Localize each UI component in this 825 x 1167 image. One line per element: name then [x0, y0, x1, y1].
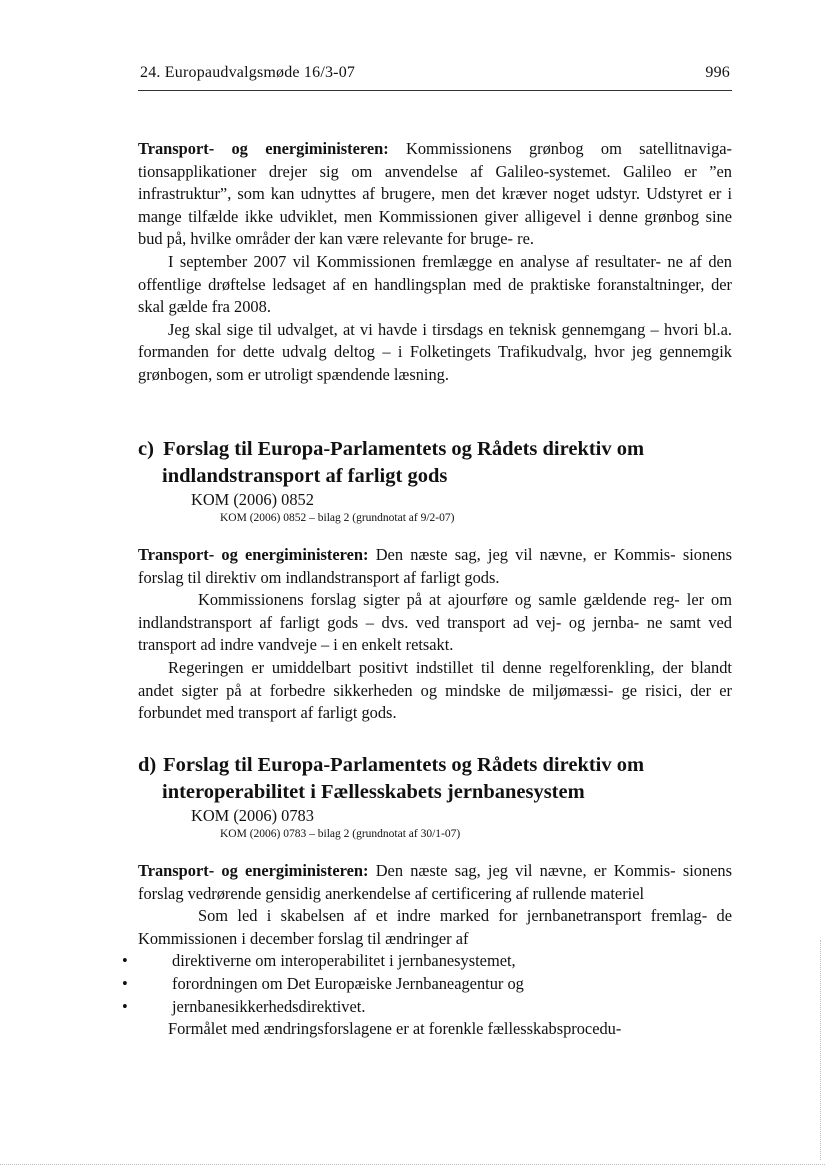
paragraph-text: Den næste sag, jeg vil nævne, er Kommis- sionens forslag vedrørende gensidig anerkendelse af certificering af rullende materiel: [138, 861, 732, 903]
section-letter: c): [138, 438, 154, 460]
document-reference: KOM (2006) 0852: [191, 490, 314, 509]
document-reference-detail: KOM (2006) 0852 – bilag 2 (grundnotat af 9/2-07): [220, 512, 455, 524]
paragraph-text: Den næste sag, jeg vil nævne, er Kommis- sionens forslag til direktiv om indlandstransport af farligt gods.: [138, 545, 732, 587]
intro-block: [138, 138, 732, 387]
list-item-text: direktiverne om interoperabilitet i jernbanesystemet,: [172, 951, 516, 971]
section-title-line: indlandstransport af farligt gods: [162, 465, 448, 487]
section-d-body: [122, 860, 732, 1041]
bullet-list: [122, 950, 732, 1018]
section-letter: d): [138, 754, 157, 776]
section-title: [138, 752, 732, 806]
section-title-line: Forslag til Europa-Parlamentets og Rådets direktiv om: [163, 754, 645, 776]
bullet-icon: •: [122, 996, 128, 1016]
document-reference: KOM (2006) 0783: [191, 806, 314, 825]
paragraph: Jeg skal sige til udvalget, at vi havde i tirsdags en teknisk gennemgang – hvori bl.a. formanden for dette udvalg deltog – i Folketingets Trafikudvalg, hvor jeg gennemgik grønbogen, som er utroligt spændende læsning.: [138, 319, 732, 384]
scan-edge-bottom: [0, 1163, 825, 1165]
paragraph-text: Kommissionens grønbog om satellitnaviga- tionsapplikationer drejer sig om anvendelse af Galileo-systemet. Galileo er ”en infrastruktur”, som kan udnyttes af brugere, men det kræver noget udstyr. Udstyret er i mange tilfælde ikke udviklet, men Kommissionen giver alligevel i denne grønbog sine bud på, hvilke områder der kan være relevante for bruge- re.: [138, 139, 732, 249]
paragraph: [138, 860, 732, 905]
section-c-body: [138, 544, 732, 725]
paragraph: Kommissionens forslag sigter på at ajourføre og samle gældende reg- ler om indlandstransport af farligt gods – dvs. ved transport ad vej- og jernba- ne samt ved transport ad indre vandveje – i en enkelt retsakt.: [138, 590, 732, 655]
document-reference-detail: KOM (2006) 0783 – bilag 2 (grundnotat af 30/1-07): [220, 828, 461, 840]
section-c-heading: [138, 436, 732, 526]
speaker-label: Transport- og energiministeren:: [138, 545, 369, 564]
list-item-text: jernbanesikkerhedsdirektivet.: [172, 996, 366, 1016]
list-item: [122, 996, 732, 1019]
paragraph: Som led i skabelsen af et indre marked for jernbanetransport fremlag- de Kommissionen i december forslag til ændringer af: [138, 906, 732, 948]
list-item-text: forordningen om Det Europæiske Jernbaneagentur og: [172, 973, 524, 993]
header-title: 24. Europaudvalgsmøde 16/3-07: [140, 64, 356, 81]
paragraph: Formålet med ændringsforslagene er at forenkle fællesskabsprocedu-: [168, 1019, 622, 1039]
list-item: [122, 973, 732, 996]
section-title: [138, 436, 732, 490]
paragraph: Regeringen er umiddelbart positivt indstillet til denne regelforenkling, der blandt andet sigter på at forbedre sikkerheden og mindske de miljømæssi- ge risici, der er forbundet med transport af farligt gods.: [138, 657, 732, 723]
speaker-label: Transport- og energiministeren:: [138, 861, 369, 880]
section-d-heading: [138, 752, 732, 842]
speaker-label: Transport- og energiministeren:: [138, 139, 389, 158]
page-number: 996: [705, 64, 730, 81]
section-title-line: Forslag til Europa-Parlamentets og Rådets direktiv om: [163, 438, 645, 460]
paragraph: [138, 138, 732, 251]
bullet-icon: •: [122, 951, 128, 971]
paragraph: I september 2007 vil Kommissionen fremlægge en analyse af resultater- ne af den offentlige drøftelse ledsaget af en handlingsplan med de praktiske foranstaltninger, der skal gælde fra 2008.: [138, 251, 732, 317]
section-title-line: interoperabilitet i Fællesskabets jernbanesystem: [162, 781, 585, 803]
scan-edge-right: [819, 940, 821, 1160]
bullet-icon: •: [122, 973, 128, 993]
list-item: [122, 950, 732, 973]
running-header: [138, 64, 732, 91]
paragraph: [138, 544, 732, 589]
